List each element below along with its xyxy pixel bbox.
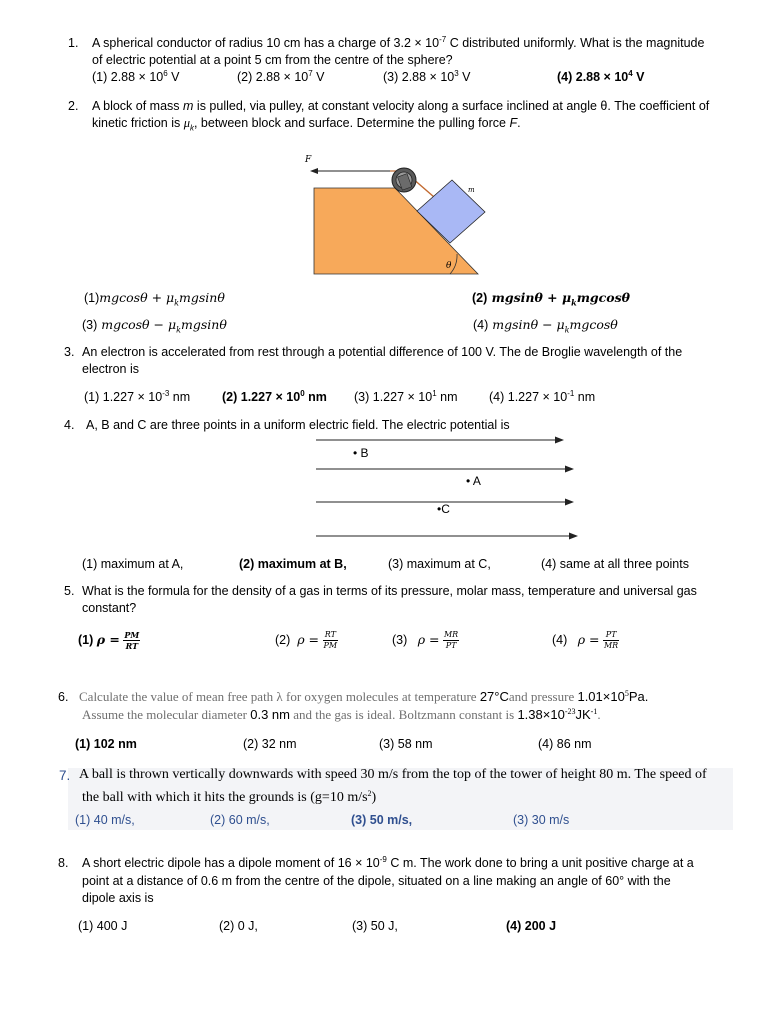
point-b: • B — [353, 446, 369, 460]
q8-option-4-correct: (4) 200 J — [506, 919, 557, 933]
q6-option-2: (2) 32 nm — [243, 737, 297, 751]
q6-option-3: (3) 58 nm — [379, 737, 433, 751]
q4-number: 4. — [64, 418, 75, 432]
q4-option-4: (4) same at all three points — [541, 557, 689, 571]
field-line-4 — [316, 533, 578, 540]
q1-option-3: (3) $2.88 \times 10^3$ V — [383, 69, 471, 84]
q7-text-line1: A ball is thrown vertically downwards with speed 30 m/s from the top of the tower of height 80 m. The speed of — [79, 767, 707, 782]
q3-text-line1: An electron is accelerated from rest through a potential difference of 100 V. The de Broglie wavelength of the — [82, 345, 683, 359]
q5-text-line1: What is the formula for the density of a gas in terms of its pressure, molar mass, temperature and universal gas — [82, 584, 697, 598]
q7-option-2: (2) 60 m/s, — [210, 813, 270, 827]
q1-text-line1: A spherical conductor of radius 10 cm has a charge of $3.2 \times 10^{-7}$ C distributed uniformly. What is the magnitude — [92, 35, 705, 50]
q3-number: 3. — [64, 345, 75, 359]
q2-text-line1: A block of mass m is pulled, via pulley, at constant velocity along a surface inclined at angle θ. The coefficient of — [92, 99, 710, 113]
fraction: $\frac{MR}{PT}$ — [443, 630, 459, 650]
q5-text-line2: constant? — [82, 601, 137, 615]
q5-number: 5. — [64, 584, 75, 598]
q2-option-2-correct: (2) $mgsin\theta + \mu_kmgcos\theta$ — [472, 290, 630, 308]
q2-option-4: (4) $mgsin\theta - \mu_kmgcos\theta$ — [473, 317, 618, 335]
q6-number: 6. — [58, 690, 69, 704]
q7-option-1: (1) 40 m/s, — [75, 813, 135, 827]
q4-text-line1: A, B and C are three points in a uniform electric field. The electric potential is — [86, 418, 510, 432]
q2-number: 2. — [68, 99, 79, 113]
q8-text-line1: A short electric dipole has a dipole moment of $16 \times 10^{-9}$ C m. The work done to bring a unit positive charge at a — [82, 855, 694, 870]
q2-option-3: (3) $mgcos\theta - \mu_kmgsin\theta$ — [82, 317, 227, 335]
q8-option-2: (2) 0 J, — [219, 919, 258, 933]
point-c: •C — [437, 502, 450, 516]
point-a: • A — [466, 474, 481, 488]
q2-text-line2: kinetic friction is $\mu_k$, between block and surface. Determine the pulling force F. — [92, 116, 521, 133]
pull-force-arrowhead — [310, 168, 318, 174]
q6-option-4: (4) 86 nm — [538, 737, 592, 751]
q5-option-4: (4) ρ = $\frac{PT}{MR}$ — [552, 630, 619, 650]
fraction: $\frac{PM}{RT}$ — [124, 630, 140, 651]
q7-number: 7. — [59, 768, 71, 783]
q3-option-1: (1) $1.227 \times 10^{-3}$ nm — [84, 389, 191, 404]
q7-text-line2: the ball with which it hits the grounds is (g=10 $m/s^2$) — [82, 789, 377, 805]
fraction: $\frac{PT}{MR}$ — [603, 630, 619, 650]
q8-option-1: (1) 400 J — [78, 919, 128, 933]
q3-option-3: (3) $1.227 \times 10^1$ nm — [354, 389, 458, 404]
q1-option-1: (1) $2.88 \times 10^6$ V — [92, 69, 180, 84]
q7-option-3-correct: (3) 50 m/s, — [351, 813, 413, 827]
mass-label: m — [468, 186, 475, 194]
q4-option-2-correct: (2) maximum at B, — [239, 557, 347, 571]
force-label: F — [305, 155, 312, 165]
q8-number: 8. — [58, 856, 69, 870]
fraction: $\frac{RT}{PM}$ — [323, 630, 338, 650]
q5-option-3: (3) ρ = $\frac{MR}{PT}$ — [392, 630, 459, 650]
incline-pulley-figure — [300, 150, 490, 280]
q1-number: 1. — [68, 36, 79, 50]
angle-label: θ — [446, 261, 452, 271]
q8-option-3: (3) 50 J, — [352, 919, 398, 933]
q8-text-line3: dipole axis is — [82, 891, 154, 905]
q3-text-line2: electron is — [82, 362, 139, 376]
q1-text-line2: of electric potential at a point 5 cm from the centre of the sphere? — [92, 53, 453, 67]
q4-option-3: (3) maximum at C, — [388, 557, 491, 571]
q4-option-1: (1) maximum at A, — [82, 557, 184, 571]
q7-option-4: (3) 30 m/s — [513, 813, 570, 827]
pulley — [392, 168, 416, 192]
q3-option-4: (4) $1.227 \times 10^{-1}$ nm — [489, 389, 596, 404]
field-line-2 — [316, 466, 574, 473]
q6-text-line2: Assume the molecular diameter 0.3 nm and the gas is ideal. Boltzmann constant is $1.38\times 10^{-23}JK^{-1}$. — [82, 707, 601, 722]
q6-text-line1: Calculate the value of mean free path λ for oxygen molecules at temperature 27°Cand pressure $1.01\times 10^5Pa$. — [79, 689, 649, 704]
q1-option-4-correct: (4) $2.88 \times 10^4$ V — [557, 69, 645, 84]
q3-option-2-correct: (2) $1.227 \times 10^0$ nm — [222, 389, 327, 404]
q1-option-2: (2) $2.88 \times 10^7$ V — [237, 69, 325, 84]
q5-option-1-correct: (1) ρ = $\frac{PM}{RT}$ — [78, 630, 140, 651]
q5-option-2: (2) ρ = $\frac{RT}{PM}$ — [275, 630, 338, 650]
q2-option-1: $(1)mgcos\theta + \mu_kmgsin\theta$ — [84, 290, 225, 308]
q8-text-line2: point at a distance of 0.6 m from the centre of the dipole, situated on a line making an angle of 60° with the — [82, 874, 671, 888]
electric-field-figure — [310, 432, 585, 547]
field-line-1 — [316, 437, 564, 444]
q6-option-1-correct: (1) 102 nm — [75, 737, 137, 751]
